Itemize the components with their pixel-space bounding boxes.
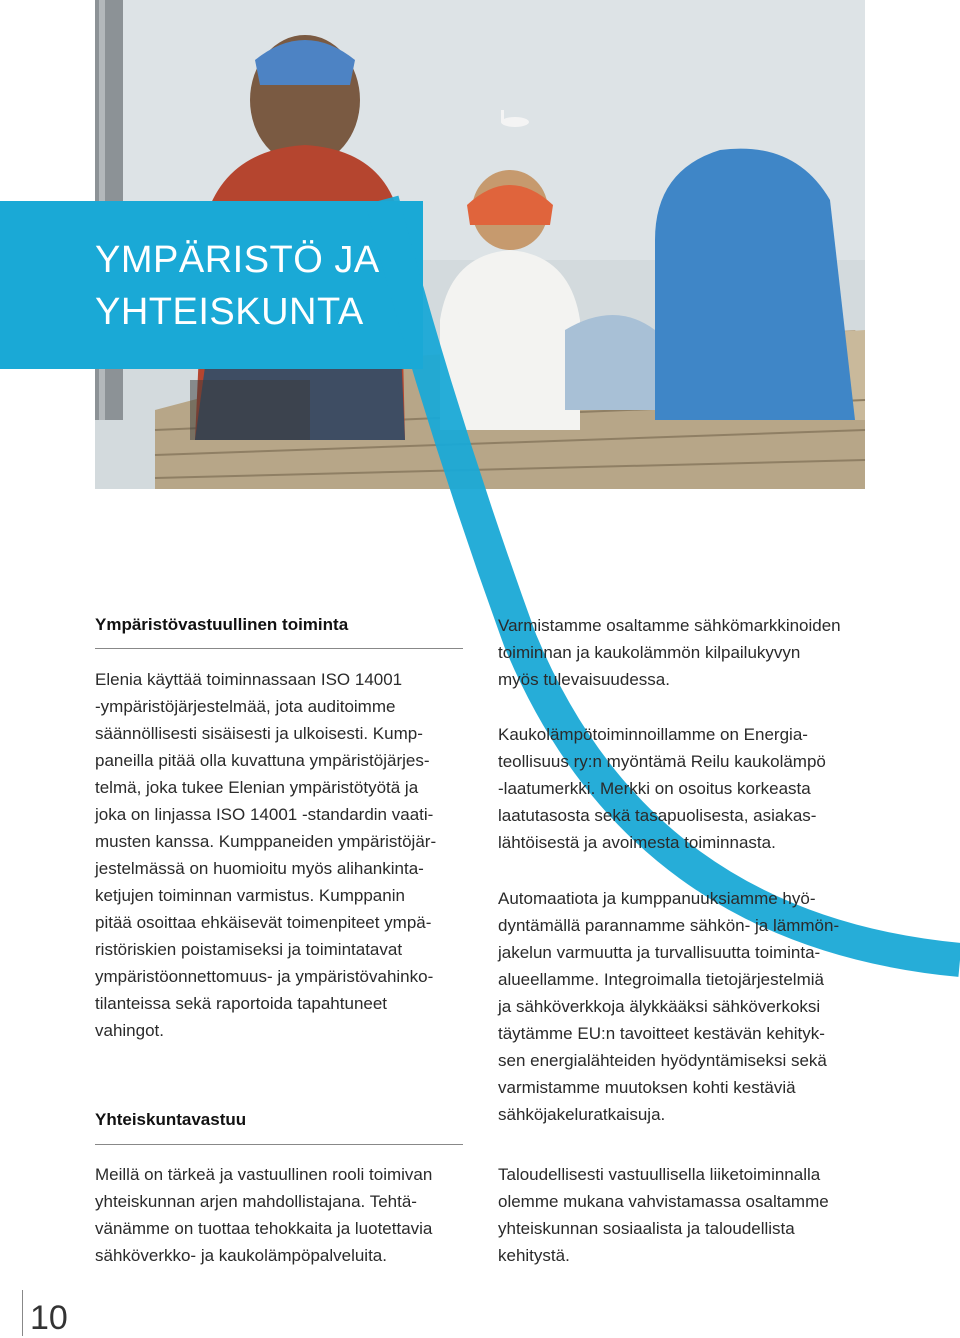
text-line: tilanteissa sekä raportoida tapahtuneet bbox=[95, 994, 388, 1013]
divider-1 bbox=[95, 648, 463, 649]
text-line: Varmistamme osaltamme sähkömarkkinoiden bbox=[498, 616, 841, 635]
text-line: yhteiskunnan sosiaalista ja taloudellista bbox=[498, 1219, 795, 1238]
right-paragraph-2 bbox=[498, 721, 878, 856]
text-line: yhteiskunnan arjen mahdollistajana. Tehtä- bbox=[95, 1192, 417, 1211]
text-line: Automaatiota ja kumppanuuksiamme hyö- bbox=[498, 889, 816, 908]
text-line: olemme mukana vahvistamassa osaltamme bbox=[498, 1192, 829, 1211]
text-line: -ympäristöjärjestelmää, jota auditoimme bbox=[95, 697, 396, 716]
text-line: dyntämällä parannamme sähkön- ja lämmön- bbox=[498, 916, 840, 935]
paragraph-environment bbox=[95, 666, 475, 1044]
page-number: 10 bbox=[30, 1299, 68, 1337]
text-line: Elenia käyttää toiminnassaan ISO 14001 bbox=[95, 670, 403, 689]
right-paragraph-3 bbox=[498, 885, 878, 1128]
text-line: myös tulevaisuudessa. bbox=[498, 670, 670, 689]
text-line: sähköverkko- ja kaukolämpöpalveluita. bbox=[95, 1246, 387, 1265]
text-line: telmä, joka tukee Elenian ympäristötyötä ja bbox=[95, 778, 419, 797]
text-line: ja sähköverkkoja älykkääksi sähköverkoksi bbox=[498, 997, 821, 1016]
text-line: -laatumerkki. Merkki on osoitus korkeasta bbox=[498, 779, 811, 798]
divider-2 bbox=[95, 1144, 463, 1145]
text-line: kehitystä. bbox=[498, 1246, 570, 1265]
text-line: Taloudellisesti vastuullisella liiketoiminnalla bbox=[498, 1165, 821, 1184]
text-line: jakelun varmuutta ja turvallisuutta toiminta- bbox=[498, 943, 821, 962]
text-line: joka on linjassa ISO 14001 -standardin vaati- bbox=[95, 805, 434, 824]
page-number-rule bbox=[22, 1290, 23, 1336]
right-paragraph-1 bbox=[498, 612, 878, 693]
text-line: vahingot. bbox=[95, 1021, 164, 1040]
text-line: ketjujen toiminnan varmistus. Kumppanin bbox=[95, 886, 405, 905]
text-line: toiminnan ja kaukolämmön kilpailukyvyn bbox=[498, 643, 801, 662]
heading-society: Yhteiskuntavastuu bbox=[95, 1110, 247, 1129]
left-column bbox=[95, 611, 475, 638]
text-line: pitää osoittaa ehkäisevät toimenpiteet ympä- bbox=[95, 913, 432, 932]
text-line: sähköjakeluratkaisuja. bbox=[498, 1105, 666, 1124]
text-line: laatutasosta sekä tasapuolisesta, asiakas- bbox=[498, 806, 817, 825]
text-line: Kaukolämpötoiminnoillamme on Energia- bbox=[498, 725, 808, 744]
title-box bbox=[0, 201, 423, 369]
title-line-1: YMPÄRISTÖ JA bbox=[95, 239, 380, 281]
heading-environment: Ympäristövastuullinen toiminta bbox=[95, 615, 349, 634]
text-line: sen energialähteiden hyödyntämiseksi sekä bbox=[498, 1051, 827, 1070]
title-line-2: YHTEISKUNTA bbox=[95, 291, 364, 333]
text-line: Meillä on tärkeä ja vastuullinen rooli toimivan bbox=[95, 1165, 433, 1184]
text-line: ympäristöonnettomuus- ja ympäristövahinko- bbox=[95, 967, 434, 986]
text-line: täytämme EU:n tavoitteet kestävän kehityk- bbox=[498, 1024, 825, 1043]
text-line: lähtöisestä ja avoimesta toiminnasta. bbox=[498, 833, 776, 852]
text-line: musten kanssa. Kumppaneiden ympäristöjär- bbox=[95, 832, 437, 851]
text-line: vänämme on tuottaa tehokkaita ja luotettavia bbox=[95, 1219, 433, 1238]
text-line: varmistamme muutoksen kohti kestäviä bbox=[498, 1078, 796, 1097]
paragraph-society bbox=[95, 1161, 475, 1269]
text-line: säännöllisesti sisäisesti ja ulkoisesti. Kump- bbox=[95, 724, 423, 743]
text-line: ristöriskien poistamiseksi ja toimintatavat bbox=[95, 940, 403, 959]
heading-society-wrap bbox=[95, 1106, 475, 1133]
text-line: alueellamme. Integroimalla tietojärjestelmiä bbox=[498, 970, 824, 989]
text-line: jestelmässä on huomioitu myös alihankinta- bbox=[95, 859, 424, 878]
right-paragraph-4 bbox=[498, 1161, 878, 1269]
text-line: teollisuus ry:n myöntämä Reilu kaukolämpö bbox=[498, 752, 826, 771]
text-line: paneilla pitää olla kuvattuna ympäristöjärjes- bbox=[95, 751, 430, 770]
